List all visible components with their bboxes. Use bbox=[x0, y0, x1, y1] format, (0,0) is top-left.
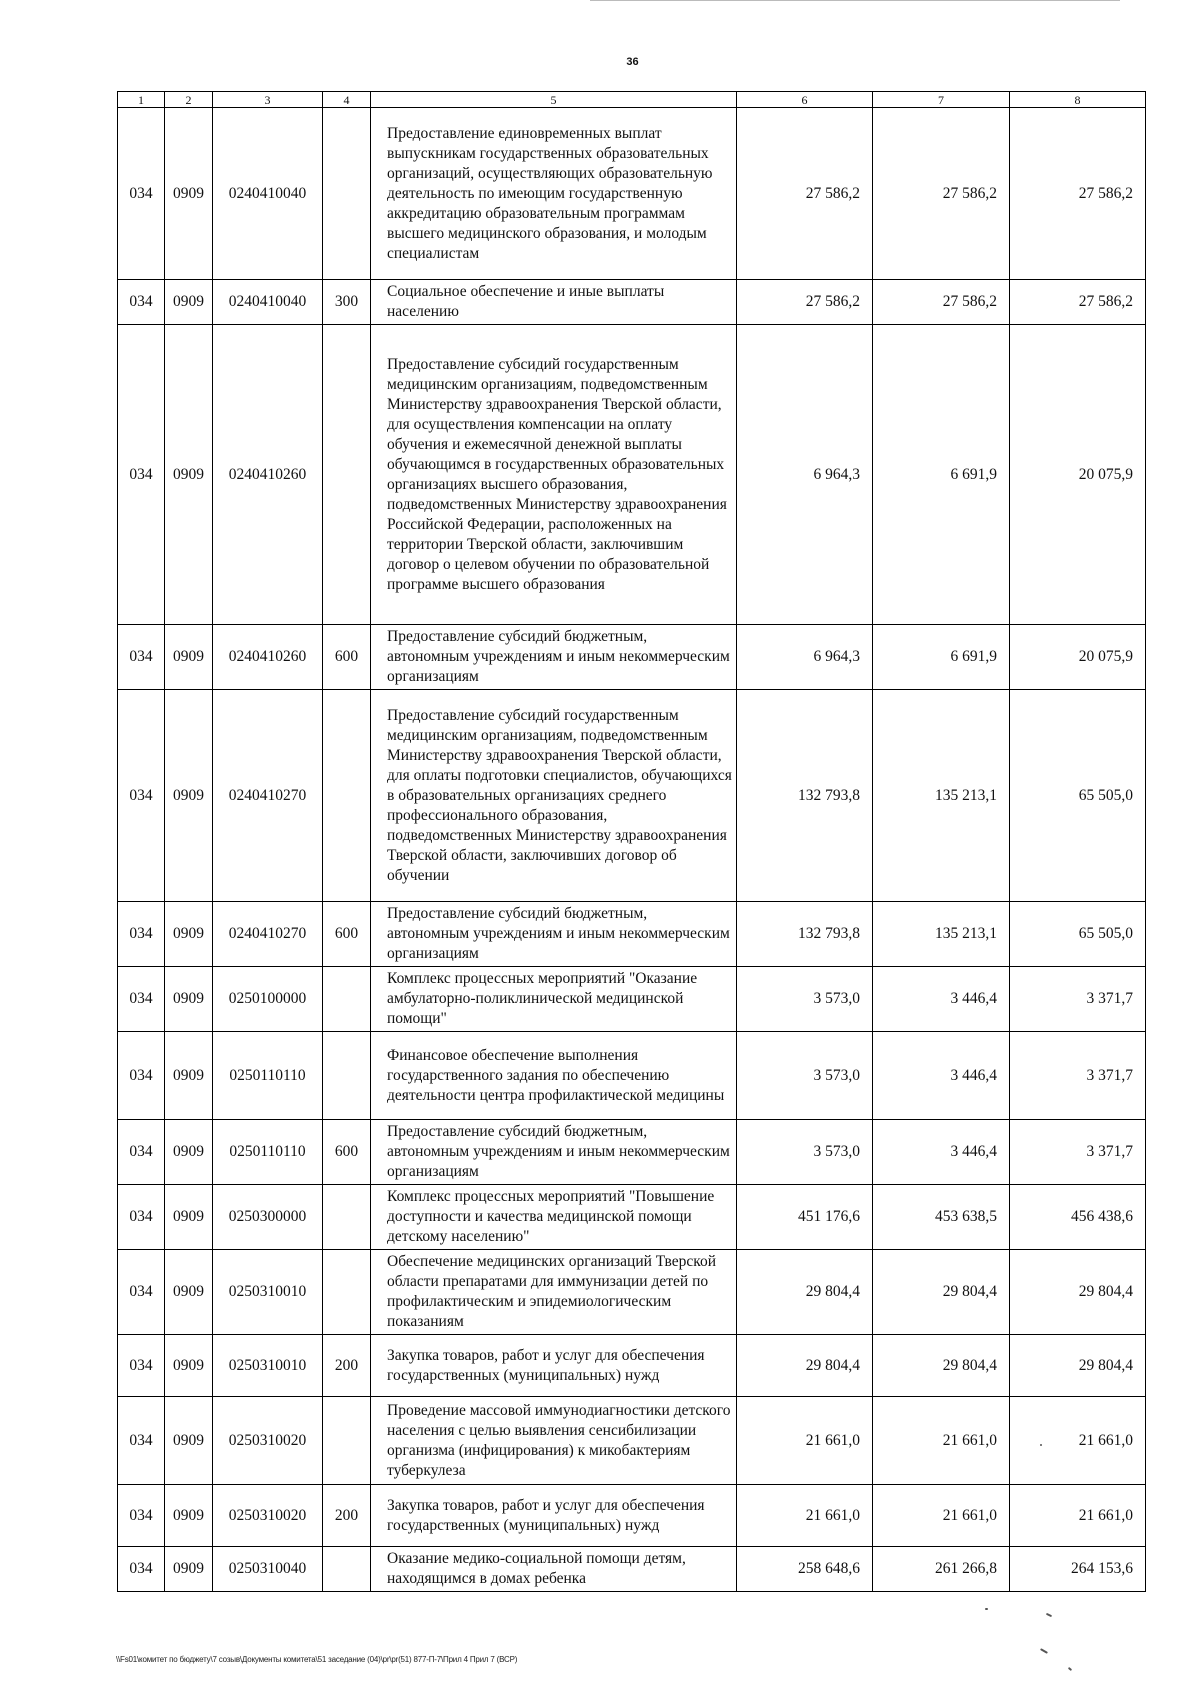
target-article-cell: 0250310010 bbox=[213, 1335, 323, 1397]
expense-type-cell bbox=[323, 325, 371, 625]
admin-code-cell: 034 bbox=[118, 108, 165, 280]
amount-col6-cell: 21 661,0 bbox=[737, 1397, 873, 1485]
column-header: 8 bbox=[1010, 92, 1146, 108]
description-cell: Закупка товаров, работ и услуг для обеспечения государственных (муниципальных) нужд bbox=[371, 1485, 737, 1547]
amount-col8-cell: 3 371,7 bbox=[1010, 967, 1146, 1032]
admin-code-cell: 034 bbox=[118, 1397, 165, 1485]
amount-col6-cell: 29 804,4 bbox=[737, 1250, 873, 1335]
column-header: 4 bbox=[323, 92, 371, 108]
section-code-cell: 0909 bbox=[165, 625, 213, 690]
amount-col8-cell: 65 505,0 bbox=[1010, 690, 1146, 902]
target-article-cell: 0250310010 bbox=[213, 1250, 323, 1335]
amount-col6-cell: 3 573,0 bbox=[737, 1032, 873, 1120]
admin-code-cell: 034 bbox=[118, 1120, 165, 1185]
admin-code-cell: 034 bbox=[118, 325, 165, 625]
section-code-cell: 0909 bbox=[165, 1185, 213, 1250]
amount-col8-cell: 27 586,2 bbox=[1010, 280, 1146, 325]
section-code-cell: 0909 bbox=[165, 1250, 213, 1335]
description-cell: Социальное обеспечение и иные выплаты населению bbox=[371, 280, 737, 325]
amount-col6-cell: 3 573,0 bbox=[737, 1120, 873, 1185]
table-row bbox=[118, 1397, 1146, 1485]
section-code-cell: 0909 bbox=[165, 1120, 213, 1185]
target-article-cell: 0240410260 bbox=[213, 325, 323, 625]
expense-type-cell bbox=[323, 967, 371, 1032]
scan-speck bbox=[1046, 1613, 1052, 1617]
amount-col6-cell: 3 573,0 bbox=[737, 967, 873, 1032]
description-cell: Проведение массовой иммунодиагностики детского населения с целью выявления сенсибилизации организма (инфицирования) к микобактериям туберкулеза bbox=[371, 1397, 737, 1485]
section-code-cell: 0909 bbox=[165, 280, 213, 325]
amount-col6-cell: 258 648,6 bbox=[737, 1547, 873, 1592]
amount-col7-cell: 453 638,5 bbox=[873, 1185, 1010, 1250]
table-row bbox=[118, 625, 1146, 690]
expense-type-cell bbox=[323, 690, 371, 902]
target-article-cell: 0240410040 bbox=[213, 108, 323, 280]
amount-col8-cell: 3 371,7 bbox=[1010, 1120, 1146, 1185]
amount-col7-cell: 27 586,2 bbox=[873, 108, 1010, 280]
table-row bbox=[118, 1485, 1146, 1547]
target-article-cell: 0250100000 bbox=[213, 967, 323, 1032]
column-header: 2 bbox=[165, 92, 213, 108]
amount-col7-cell: 135 213,1 bbox=[873, 690, 1010, 902]
target-article-cell: 0240410270 bbox=[213, 690, 323, 902]
expense-type-cell: 200 bbox=[323, 1335, 371, 1397]
admin-code-cell: 034 bbox=[118, 1485, 165, 1547]
column-header: 5 bbox=[371, 92, 737, 108]
amount-col8-cell: 29 804,4 bbox=[1010, 1250, 1146, 1335]
column-header: 1 bbox=[118, 92, 165, 108]
footer-file-path: \\Fs01\комитет по бюджету\7 созыв\Документы комитета\51 заседание (04)\pr\pr(51) 877-П-7\Прил 4 Прил 7 (ВСР) bbox=[116, 1655, 518, 1664]
header-row bbox=[118, 92, 1146, 108]
table-row bbox=[118, 967, 1146, 1032]
section-code-cell: 0909 bbox=[165, 1397, 213, 1485]
amount-col8-cell: 3 371,7 bbox=[1010, 1032, 1146, 1120]
scan-speck bbox=[1040, 1648, 1048, 1654]
section-code-cell: 0909 bbox=[165, 967, 213, 1032]
amount-col7-cell: 29 804,4 bbox=[873, 1335, 1010, 1397]
expense-type-cell bbox=[323, 1547, 371, 1592]
amount-col6-cell: 132 793,8 bbox=[737, 902, 873, 967]
target-article-cell: 0250110110 bbox=[213, 1032, 323, 1120]
table-row bbox=[118, 108, 1146, 280]
column-header: 6 bbox=[737, 92, 873, 108]
column-header: 7 bbox=[873, 92, 1010, 108]
expense-type-cell: 600 bbox=[323, 1120, 371, 1185]
table-row bbox=[118, 325, 1146, 625]
admin-code-cell: 034 bbox=[118, 1032, 165, 1120]
description-cell: Предоставление субсидий бюджетным, автономным учреждениям и иным некоммерческим организациям bbox=[371, 625, 737, 690]
admin-code-cell: 034 bbox=[118, 967, 165, 1032]
column-header: 3 bbox=[213, 92, 323, 108]
admin-code-cell: 034 bbox=[118, 625, 165, 690]
section-code-cell: 0909 bbox=[165, 325, 213, 625]
section-code-cell: 0909 bbox=[165, 1032, 213, 1120]
amount-col6-cell: 6 964,3 bbox=[737, 625, 873, 690]
table-row bbox=[118, 902, 1146, 967]
target-article-cell: 0240410270 bbox=[213, 902, 323, 967]
amount-col6-cell: 27 586,2 bbox=[737, 280, 873, 325]
description-cell: Предоставление субсидий государственным медицинским организациям, подведомственным Министерству здравоохранения Тверской области, для осуществления компенсации на оплату обучения и ежемесячной денежной выплаты обучающимся в государственных образовательных организациях высшего образования, подведомственных Министерству здравоохранения Российской Федерации, расположенных на территории Тверской области, заключившим договор о целевом обучении по образовательной программе высшего образования bbox=[371, 325, 737, 625]
admin-code-cell: 034 bbox=[118, 902, 165, 967]
table-row bbox=[118, 1250, 1146, 1335]
amount-col7-cell: 29 804,4 bbox=[873, 1250, 1010, 1335]
amount-col7-cell: 6 691,9 bbox=[873, 625, 1010, 690]
section-code-cell: 0909 bbox=[165, 902, 213, 967]
admin-code-cell: 034 bbox=[118, 280, 165, 325]
target-article-cell: 0250310040 bbox=[213, 1547, 323, 1592]
expense-type-cell bbox=[323, 1397, 371, 1485]
expense-type-cell: 600 bbox=[323, 625, 371, 690]
description-cell: Предоставление субсидий бюджетным, автономным учреждениям и иным некоммерческим организациям bbox=[371, 1120, 737, 1185]
description-cell: Финансовое обеспечение выполнения государственного задания по обеспечению деятельности центра профилактической медицины bbox=[371, 1032, 737, 1120]
amount-col8-cell: 27 586,2 bbox=[1010, 108, 1146, 280]
admin-code-cell: 034 bbox=[118, 1185, 165, 1250]
amount-col8-cell: 264 153,6 bbox=[1010, 1547, 1146, 1592]
target-article-cell: 0240410260 bbox=[213, 625, 323, 690]
amount-col6-cell: 27 586,2 bbox=[737, 108, 873, 280]
amount-col6-cell: 21 661,0 bbox=[737, 1485, 873, 1547]
page-number: 36 bbox=[626, 56, 639, 68]
table-row bbox=[118, 1335, 1146, 1397]
amount-col8-cell: 65 505,0 bbox=[1010, 902, 1146, 967]
amount-col8-cell: 20 075,9 bbox=[1010, 625, 1146, 690]
section-code-cell: 0909 bbox=[165, 108, 213, 280]
scan-edge-line bbox=[590, 0, 1120, 1]
target-article-cell: 0250310020 bbox=[213, 1397, 323, 1485]
description-cell: Комплекс процессных мероприятий "Повышение доступности и качества медицинской помощи детскому населению" bbox=[371, 1185, 737, 1250]
amount-col7-cell: 3 446,4 bbox=[873, 967, 1010, 1032]
expense-type-cell bbox=[323, 1185, 371, 1250]
amount-col7-cell: 3 446,4 bbox=[873, 1032, 1010, 1120]
amount-col7-cell: 261 266,8 bbox=[873, 1547, 1010, 1592]
expense-type-cell: 600 bbox=[323, 902, 371, 967]
table-row bbox=[118, 1547, 1146, 1592]
amount-col7-cell: 3 446,4 bbox=[873, 1120, 1010, 1185]
table-row bbox=[118, 1120, 1146, 1185]
amount-col7-cell: 6 691,9 bbox=[873, 325, 1010, 625]
scan-speck bbox=[1040, 1444, 1042, 1446]
amount-col7-cell: 27 586,2 bbox=[873, 280, 1010, 325]
table-row bbox=[118, 690, 1146, 902]
description-cell: Оказание медико-социальной помощи детям, находящимся в домах ребенка bbox=[371, 1547, 737, 1592]
expense-type-cell: 200 bbox=[323, 1485, 371, 1547]
admin-code-cell: 034 bbox=[118, 1335, 165, 1397]
table-row bbox=[118, 1032, 1146, 1120]
description-cell: Комплекс процессных мероприятий "Оказание амбулаторно-поликлинической медицинской помощи" bbox=[371, 967, 737, 1032]
amount-col8-cell: 456 438,6 bbox=[1010, 1185, 1146, 1250]
description-cell: Обеспечение медицинских организаций Тверской области препаратами для иммунизации детей по профилактическим и эпидемиологическим показаниям bbox=[371, 1250, 737, 1335]
admin-code-cell: 034 bbox=[118, 1250, 165, 1335]
section-code-cell: 0909 bbox=[165, 1547, 213, 1592]
description-cell: Предоставление субсидий бюджетным, автономным учреждениям и иным некоммерческим организациям bbox=[371, 902, 737, 967]
amount-col8-cell: 21 661,0 bbox=[1010, 1485, 1146, 1547]
scan-speck bbox=[985, 1608, 988, 1610]
expense-type-cell bbox=[323, 108, 371, 280]
section-code-cell: 0909 bbox=[165, 1335, 213, 1397]
amount-col6-cell: 6 964,3 bbox=[737, 325, 873, 625]
amount-col6-cell: 451 176,6 bbox=[737, 1185, 873, 1250]
amount-col8-cell: 29 804,4 bbox=[1010, 1335, 1146, 1397]
description-cell: Закупка товаров, работ и услуг для обеспечения государственных (муниципальных) нужд bbox=[371, 1335, 737, 1397]
target-article-cell: 0250310020 bbox=[213, 1485, 323, 1547]
target-article-cell: 0240410040 bbox=[213, 280, 323, 325]
expense-type-cell bbox=[323, 1250, 371, 1335]
description-cell: Предоставление единовременных выплат выпускникам государственных образовательных организаций, осуществляющих образовательную деятельность по имеющим государственную аккредитацию образовательным программам высшего медицинского образования, и молодым специалистам bbox=[371, 108, 737, 280]
admin-code-cell: 034 bbox=[118, 690, 165, 902]
description-cell: Предоставление субсидий государственным медицинским организациям, подведомственным Министерству здравоохранения Тверской области, для оплаты подготовки специалистов, обучающихся в образовательных организациях среднего профессионального образования, подведомственных Министерству здравоохранения Тверской области, заключивших договор об обучении bbox=[371, 690, 737, 902]
amount-col7-cell: 21 661,0 bbox=[873, 1485, 1010, 1547]
amount-col8-cell: 20 075,9 bbox=[1010, 325, 1146, 625]
admin-code-cell: 034 bbox=[118, 1547, 165, 1592]
amount-col6-cell: 132 793,8 bbox=[737, 690, 873, 902]
amount-col7-cell: 21 661,0 bbox=[873, 1397, 1010, 1485]
expense-type-cell bbox=[323, 1032, 371, 1120]
target-article-cell: 0250110110 bbox=[213, 1120, 323, 1185]
scan-speck bbox=[1068, 1667, 1072, 1671]
expense-type-cell: 300 bbox=[323, 280, 371, 325]
budget-table bbox=[117, 91, 1146, 1592]
amount-col6-cell: 29 804,4 bbox=[737, 1335, 873, 1397]
table-row bbox=[118, 1185, 1146, 1250]
amount-col8-cell: 21 661,0 bbox=[1010, 1397, 1146, 1485]
target-article-cell: 0250300000 bbox=[213, 1185, 323, 1250]
section-code-cell: 0909 bbox=[165, 690, 213, 902]
section-code-cell: 0909 bbox=[165, 1485, 213, 1547]
amount-col7-cell: 135 213,1 bbox=[873, 902, 1010, 967]
table-row bbox=[118, 280, 1146, 325]
